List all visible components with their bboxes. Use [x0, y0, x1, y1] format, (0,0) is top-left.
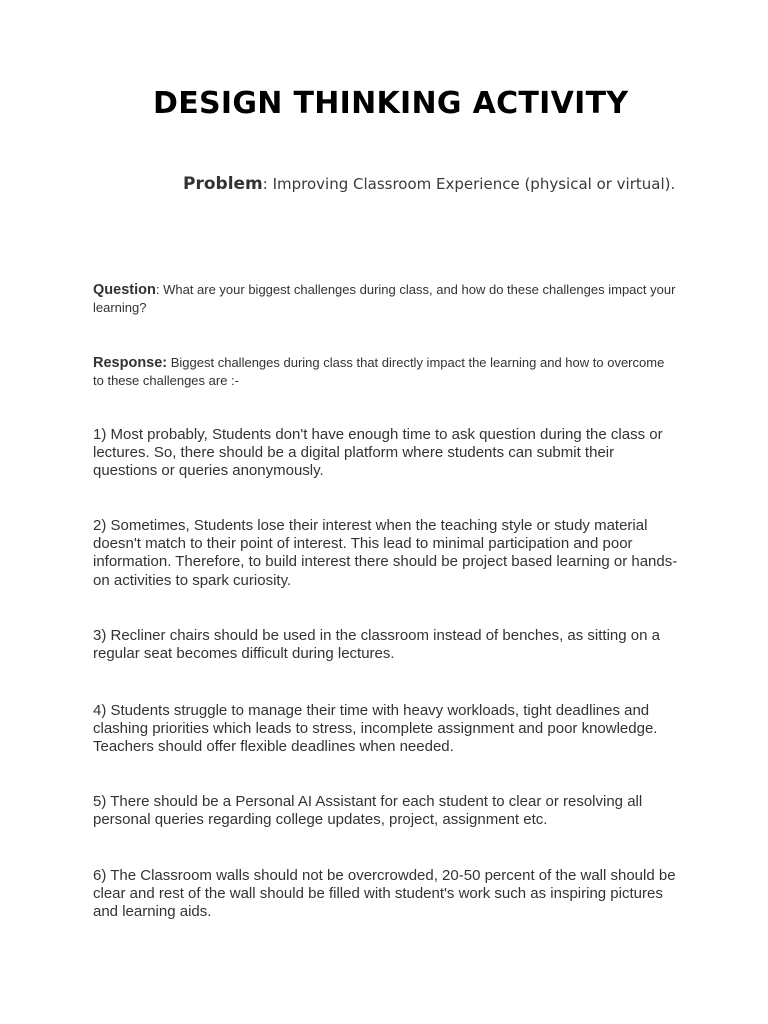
document-title: DESIGN THINKING ACTIVITY	[153, 86, 629, 121]
question-paragraph	[93, 281, 678, 316]
list-item: 3) Recliner chairs should be used in the classroom instead of benches, as sitting on a regular seat becomes difficult during lectures.	[93, 627, 660, 663]
response-label: Response:	[93, 355, 168, 371]
question-text: : What are your biggest challenges during class, and how do these challenges impact your learning?	[93, 282, 676, 315]
problem-paragraph	[93, 174, 678, 194]
list-item: 6) The Classroom walls should not be overcrowded, 20-50 percent of the wall should be clear and rest of the wall should be filled with student's work such as inspiring pictures and learning aids.	[93, 867, 676, 921]
list-item: 5) There should be a Personal AI Assistant for each student to clear or resolving all personal queries regarding college updates, project, assignment etc.	[93, 793, 643, 829]
problem-label: Problem	[183, 174, 263, 194]
list-item: 2) Sometimes, Students lose their interest when the teaching style or study material doesn't match to their point of interest. This lead to minimal participation and poor information. Therefore, to build interest there should be project based learning or hands-on activities to spark curiosity.	[93, 517, 678, 589]
question-label: Question	[93, 282, 156, 298]
problem-text: : Improving Classroom Experience (physical or virtual).	[262, 175, 676, 193]
response-text: Biggest challenges during class that directly impact the learning and how to overcome to these challenges are :-	[93, 355, 665, 388]
list-item: 4) Students struggle to manage their time with heavy workloads, tight deadlines and clashing priorities which leads to stress, incomplete assignment and poor knowledge. Teachers should offer flexible deadlines when needed.	[93, 702, 658, 756]
list-item: 1) Most probably, Students don't have enough time to ask question during the class or lectures. So, there should be a digital platform where students can submit their questions or queries anonymously.	[93, 426, 663, 480]
response-paragraph	[93, 354, 678, 389]
